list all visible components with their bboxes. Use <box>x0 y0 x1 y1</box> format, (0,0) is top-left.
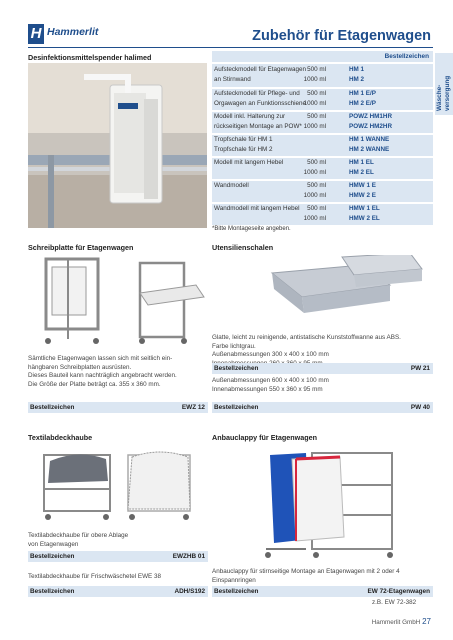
flap-text: Anbauclappy für stirnseitige Montage an Etagenwagen mit 2 oder 4 Einspannringen <box>212 568 400 584</box>
dispenser-section-title: Desinfektionsmittelspender halimed <box>28 53 152 62</box>
utensil-trays-text-2: Außenabmessungen 600 x 400 x 100 mm Innenabmessungen 550 x 360 x 95 mm <box>212 377 329 393</box>
table-row: Aufsteckmodell für Etagenwagen an Stirnwand 500 ml 1000 ml HM 1 HM 2 <box>212 64 433 87</box>
side-tab <box>435 53 453 115</box>
flap-photo <box>212 445 433 563</box>
logo-mark: H <box>28 24 44 44</box>
table-row: Modell inkl. Halterung zur rückseitigen Montage an POW* 500 ml 1000 ml POWZ HM1HR POWZ HM2HR <box>212 112 433 133</box>
footnote: *Bitte Montageseite angeben. <box>212 226 291 232</box>
utensil-trays-order-bar: Bestellzeichen PW 21 <box>212 363 433 374</box>
flap-order-bar: Bestellzeichen EW 72-Etagenwagen <box>212 586 433 597</box>
utensil-trays-photo <box>212 255 433 330</box>
brand-logo <box>28 24 100 44</box>
textile-cover-order-bar-1: Bestellzeichen EWZHB 01 <box>28 551 208 562</box>
page-number: 27 <box>422 617 431 626</box>
side-tab-label: Wäsche- versorgung <box>436 75 451 111</box>
table-row: Tropfschale für HM 1 Tropfschale für HM 2 HM 1 WANNE HM 2 WANNE <box>212 135 433 156</box>
writing-plate-order-bar: Bestellzeichen EWZ 12 <box>28 402 208 413</box>
writing-plate-text: Sämtliche Etagenwagen lassen sich mit seitlich ein- hängbaren Schreibplatten ausrüsten. Dieses Bauteil kann nachträglich angebracht werden. Die Größe der Platte beträgt ca. 355 x 360 mm. <box>28 355 177 388</box>
footer-company: Hammerlit GmbH <box>371 619 421 626</box>
textile-cover-section-title: Textilabdeckhaube <box>28 433 93 442</box>
writing-plate-photo <box>28 255 207 345</box>
table-row: Modell mit langem Hebel 500 ml 1000 ml HM 1 EL HM 2 EL <box>212 158 433 179</box>
utensil-trays-text: Glatte, leicht zu reinigende, antistatische Kunststoffwanne aus ABS. Farbe lichtgrau. Außenabmessungen 300 x 400 x 100 mm <box>212 334 401 359</box>
logo-text: Hammerlit <box>47 26 99 38</box>
header-rule <box>28 47 433 48</box>
flap-note: z.B. EW 72-382 <box>372 599 417 606</box>
writing-plate-section-title: Schreibplatte für Etagenwagen <box>28 243 134 252</box>
dispenser-table-header: Bestellzeichen <box>212 51 433 62</box>
textile-cover-order-bar-2: Bestellzeichen ADH/S192 <box>28 586 208 597</box>
table-row: Aufsteckmodell für Pflege- und Orgawagen an Funktionsschiene 500 ml 1000 ml HM 1 E/P HM 2 E/P <box>212 89 433 110</box>
utensil-trays-section-title: Utensilienschalen <box>212 243 274 252</box>
table-row: Wandmodell mit langem Hebel 500 ml 1000 ml HMW 1 EL HMW 2 EL <box>212 204 433 225</box>
textile-cover-photo <box>28 445 207 525</box>
page-title: Zubehör für Etagenwagen <box>252 28 431 44</box>
textile-cover-text-1: Textilabdeckhaube für obere Ablage von Etagenwagen <box>28 532 129 548</box>
table-row: Wandmodell 500 ml 1000 ml HMW 1 E HMW 2 E <box>212 181 433 202</box>
utensil-trays-order-bar-2: Bestellzeichen PW 40 <box>212 402 433 413</box>
flap-section-title: Anbauclappy für Etagenwagen <box>212 433 318 442</box>
textile-cover-text-2: Textilabdeckhaube für Frischwäschetel EWE 38 <box>28 573 161 580</box>
dispenser-photo <box>28 63 207 228</box>
page-footer <box>372 617 431 626</box>
